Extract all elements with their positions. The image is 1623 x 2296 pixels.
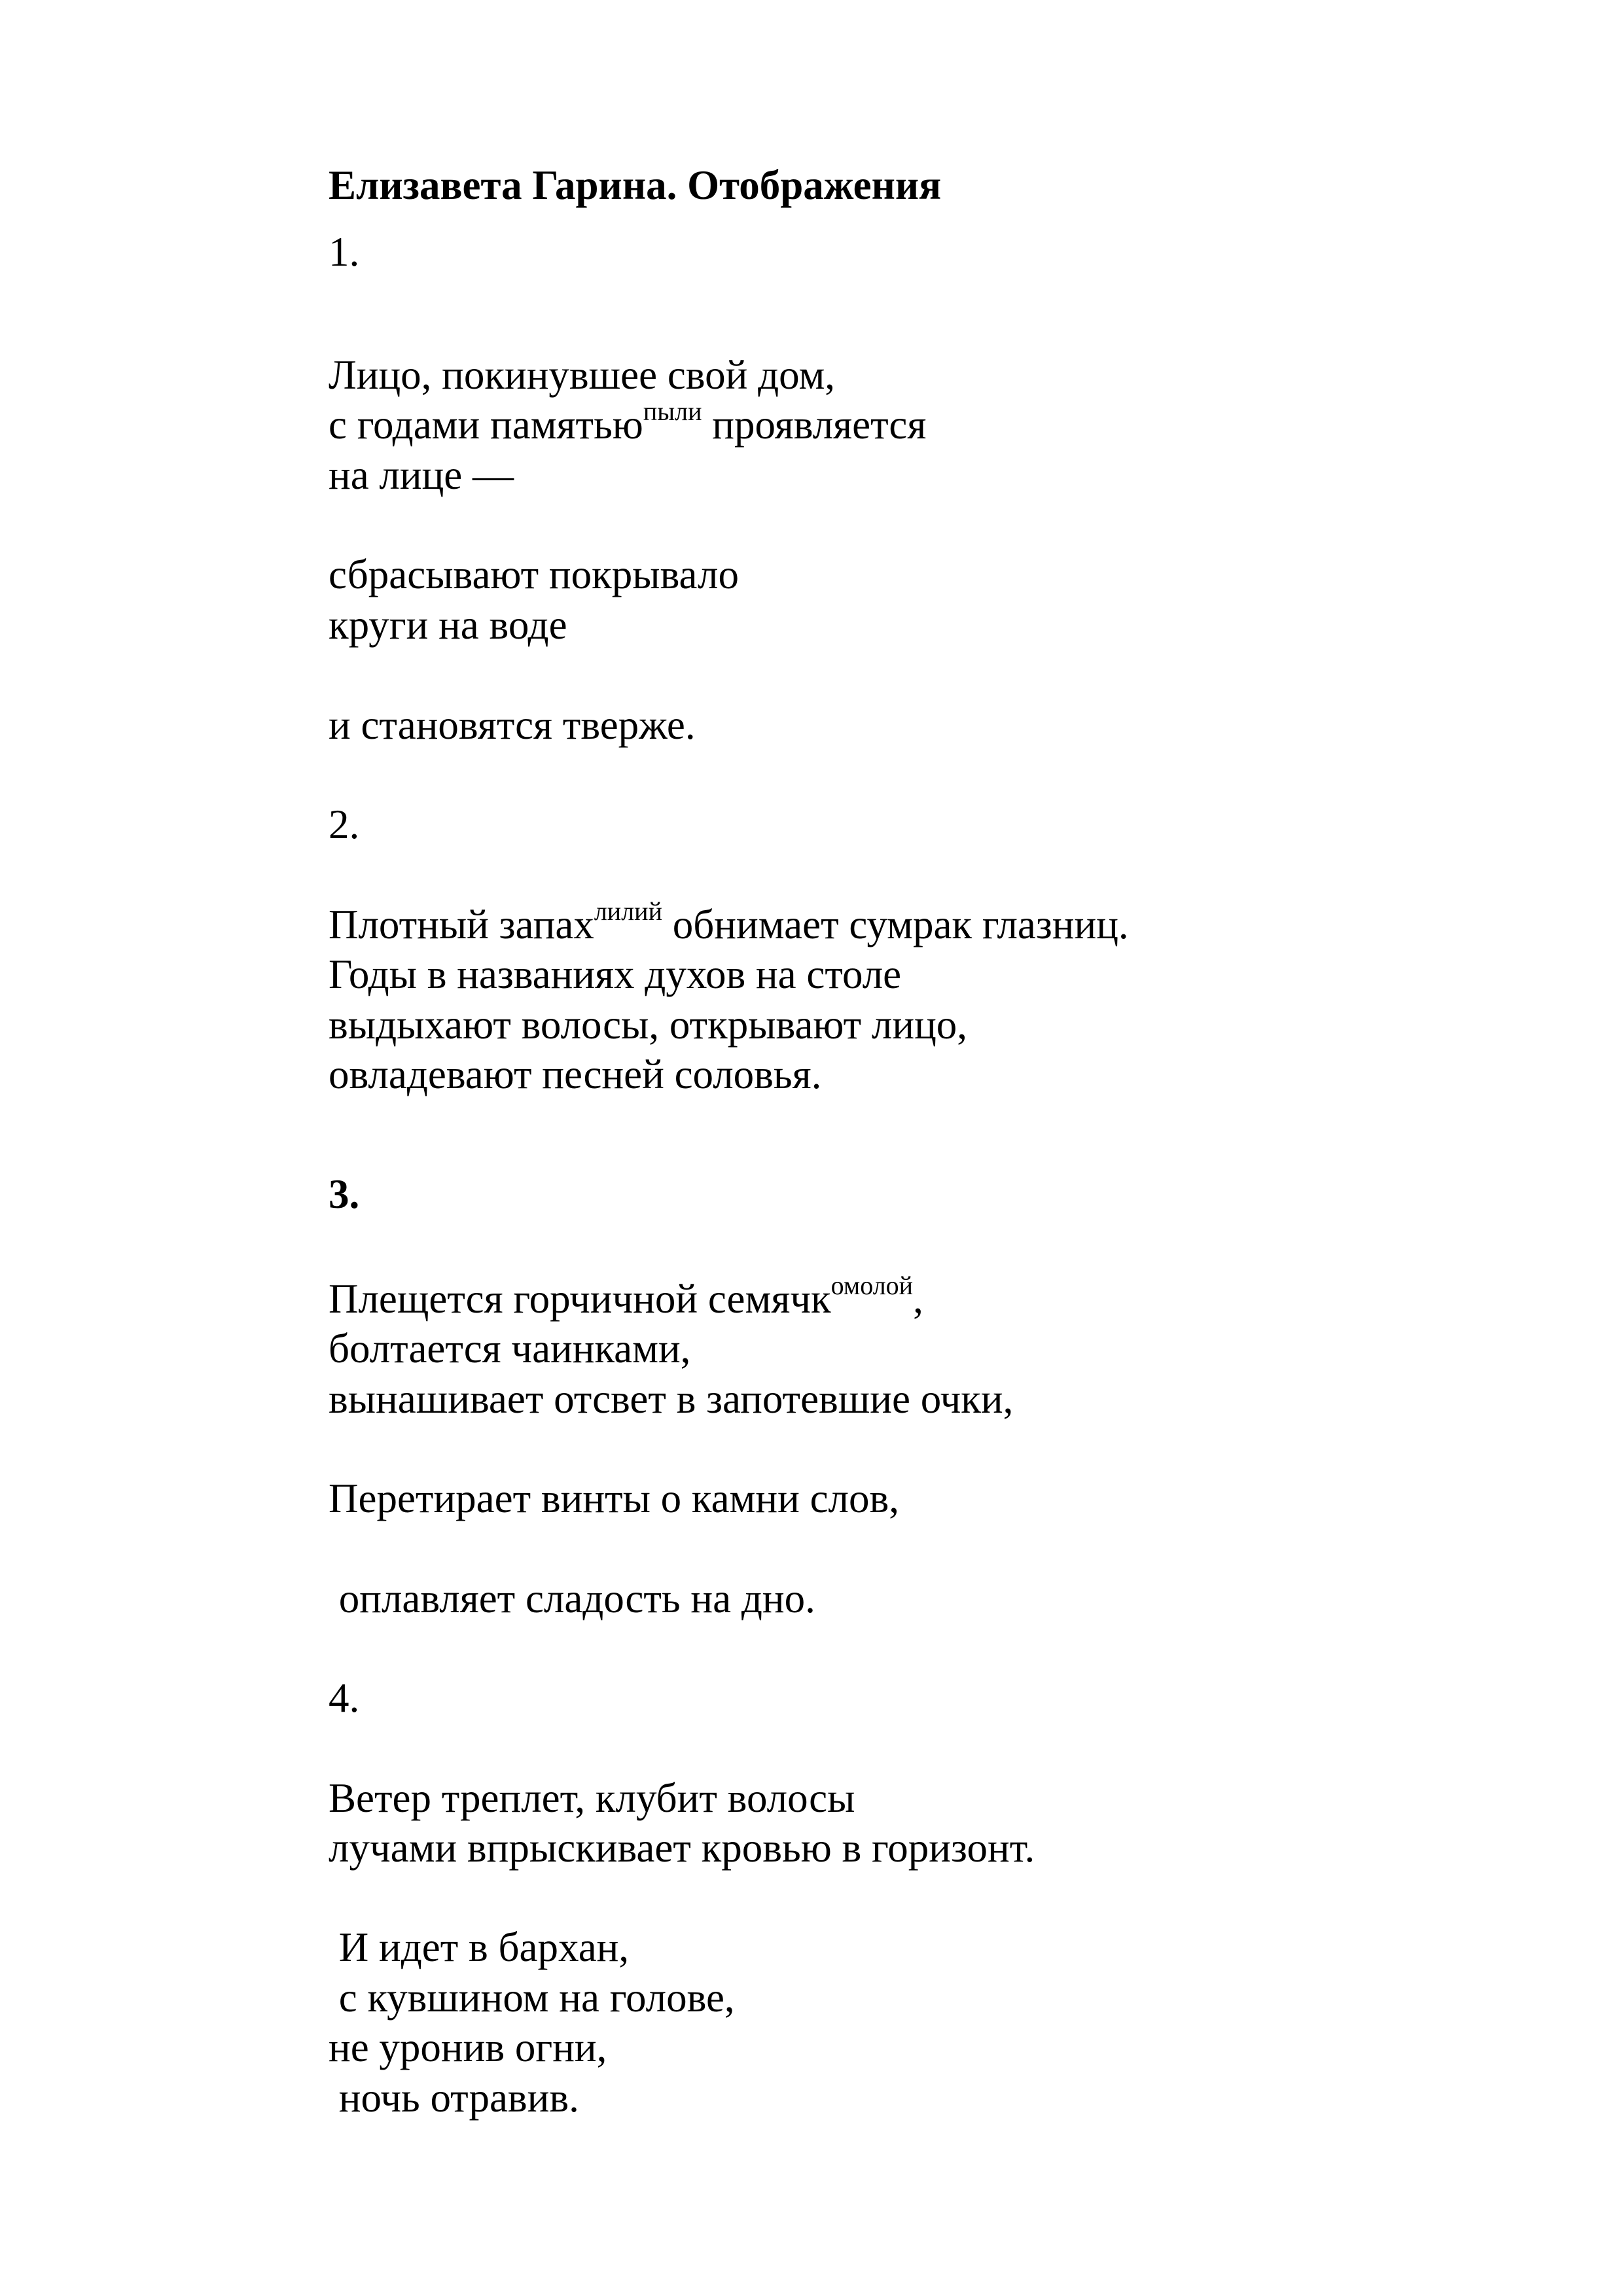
line-text: с кувшином на голове,: [329, 1975, 735, 2021]
line-text: выдыхают волосы, открывают лицо,: [329, 1002, 968, 1048]
section-number: 2.: [329, 802, 360, 847]
line-text: лучами впрыскивает кровью в горизонт.: [329, 1825, 1035, 1871]
poem-line: [329, 1324, 690, 1373]
line-text: круги на воде: [329, 602, 567, 648]
poem-line: [329, 700, 696, 750]
line-text: Плотный запах: [329, 902, 594, 947]
poem-line: [329, 1823, 1035, 1873]
poem-line: [329, 600, 567, 650]
line-text: болтается чаинками,: [329, 1326, 691, 1371]
line-text: овладевают песней соловья.: [329, 1051, 822, 1097]
line-text: вынашивает отсвет в запотевшие очки,: [329, 1376, 1014, 1422]
superscript-word: омолой: [830, 1271, 914, 1300]
section-number: 3.: [329, 1171, 360, 1217]
line-text: Плещется горчичной семячк: [329, 1276, 831, 1322]
line-text: И идет в бархан,: [329, 1924, 630, 1970]
poem-line: [329, 397, 927, 450]
line-text: обнимает сумрак глазниц.: [662, 902, 1129, 947]
line-text: проявляется: [702, 402, 927, 448]
line-text: не уронив огни,: [329, 2024, 607, 2070]
poem-line: [329, 1474, 899, 1523]
poem-line: [329, 1773, 855, 1823]
line-text: с годами памятью: [329, 402, 643, 448]
line-text: Лицо, покинувшее свой дом,: [329, 352, 836, 398]
line-text: на лице —: [329, 452, 514, 498]
line-text: Перетирает винты о камни слов,: [329, 1475, 899, 1521]
superscript-word: пыли: [643, 397, 702, 426]
superscript-word: лилий: [594, 896, 662, 926]
section-number: 1.: [329, 229, 360, 275]
poem-line: [329, 2022, 607, 2072]
line-text: Ветер треплет, клубит волосы: [329, 1775, 855, 1821]
poem-line: [329, 1574, 815, 1623]
line-text: оплавляет сладость на дно.: [329, 1576, 815, 1621]
line-text: и становятся тверже.: [329, 702, 696, 748]
poem-line: [329, 2073, 579, 2123]
section-number: 4.: [329, 1675, 360, 1721]
line-text: сбрасывают покрывало: [329, 552, 739, 597]
poem-line: [329, 450, 514, 500]
line-text: Годы в названиях духов на столе: [329, 951, 902, 997]
poem-line: [329, 896, 1129, 949]
page-title: Елизавета Гарина. Отображения: [329, 162, 942, 208]
line-text: ночь отравив.: [329, 2075, 579, 2121]
poem-line: [329, 1973, 735, 2022]
poem-line: [329, 1922, 629, 1972]
poem-line: [329, 350, 835, 400]
poem-line: [329, 1271, 923, 1324]
poem-line: [329, 1050, 821, 1099]
poem-line: [329, 1000, 967, 1050]
line-text: ,: [913, 1276, 923, 1322]
poem-line: [329, 1374, 1013, 1424]
poem-line: [329, 949, 901, 999]
poem-line: [329, 550, 739, 599]
